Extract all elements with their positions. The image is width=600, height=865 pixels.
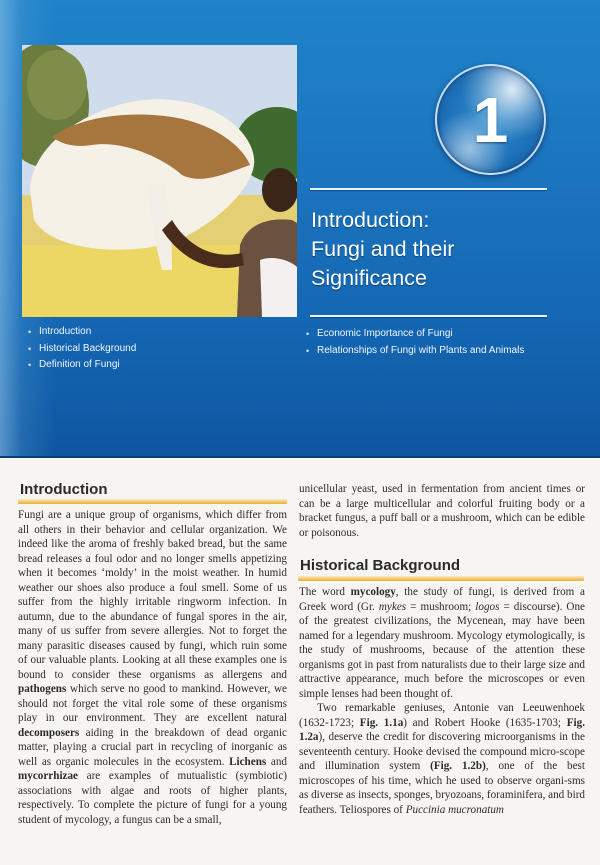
heading-underline (18, 499, 287, 504)
text-run: aiding in the breakdown of dead organic matter, playing a crucial part in recycling of inorganic as well as organic molecules in the ecosystem. (18, 726, 287, 768)
chapter-title-line-2: Fungi and their (311, 237, 455, 261)
title-bottom-divider (310, 315, 547, 317)
figure-reference-1-2b[interactable]: (Fig. 1.2b) (430, 760, 486, 772)
chapter-title-line-1: Introduction: (311, 208, 430, 232)
mushroom-photo-illustration (22, 45, 297, 317)
historical-paragraph-1 (299, 585, 585, 701)
term-lichens: Lichens (229, 755, 267, 768)
text-run: = mushroom; (406, 600, 476, 613)
text-run: Two remarkable geniuses, Antonie van Leeuwenhoek (1632-1723; (299, 702, 585, 729)
term-logos: logos (475, 600, 500, 613)
toc-item-historical-background[interactable]: • Historical Background (26, 341, 136, 358)
chapter-number-badge (435, 64, 546, 175)
term-decomposers: decomposers (18, 726, 80, 739)
historical-paragraph-2 (299, 701, 585, 817)
chapter-title-line-3: Significance (311, 266, 427, 290)
chapter-number: 1 (472, 83, 509, 156)
term-pathogens: pathogens (18, 683, 67, 695)
species-name: Puccinia mucronatum (405, 803, 504, 816)
toc-item-relationships[interactable]: • Relationships of Fungi with Plants and Animals (304, 343, 524, 360)
historical-background-body (299, 585, 585, 817)
text-run: , one of the best microscopes of his time, which he used to observe organi-sms as diverse as insects, sponges, bryozoans, foraminifera, and bird feathers. Teliospores of (299, 760, 585, 816)
text-run: Fungi are a unique group of organisms, which differ from all others in their behavior and cellular organization. We indeed like the aroma of freshly baked bread, but the same bread releases a foul odor and no longer smells appetizing when it becomes ‘moldy’ in the moist weather. In humid weather our shoes also produce a foul smell. Some of us suffer from the highly irritable ringworm infection. In autumn, due to the abundance of fungal spores in the air, many of us suffer from severe allergies. Not to forget the many parasitic diseases caused by fungi, which ruin some of our valuable plants. Looking at all these examples one is bound to consider these organisms as allergens and (18, 509, 287, 681)
chapter-photo (22, 45, 297, 317)
chapter-title (311, 206, 581, 293)
text-run: which serve no good to mankind. However, we should not forget the vital role some of these organisms play in our environment. They are excellent natural (18, 683, 287, 724)
section-heading-introduction: Introduction (20, 481, 108, 498)
term-mycorrhizae: mycorrhizae (18, 770, 79, 782)
term-mykes: mykes (378, 600, 407, 613)
chapter-contents-left (26, 324, 136, 374)
text-run: ) and Robert Hooke (1635-1703; (403, 716, 567, 729)
text-run: , the study of fungi, is derived from a Greek word (Gr. (299, 586, 585, 613)
toc-item-economic-importance[interactable]: • Economic Importance of Fungi (304, 326, 524, 343)
introduction-paragraph (18, 508, 287, 827)
text-run: are examples of mutualistic (symbiotic) associations with algae and roots of higher plants, respectively. To complete the picture of fungi for a young student of mycology, a fungus can be a small, (18, 770, 287, 826)
text-run: = discourse). One of the greatest civilizations, the Mycenean, may have been named for a legendary mushroom. Mycology etymologically, is the study of mushrooms, because of the attention these organisms got in past from naturalists due to their large size and attractive appearance, much before the microscopes or even simple lenses had been thought of. (299, 600, 585, 700)
toc-item-definition-of-fungi[interactable]: • Definition of Fungi (26, 357, 136, 374)
introduction-continued (299, 482, 585, 540)
introduction-paragraph-continued: unicellular yeast, used in fermentation from ancient times or can be a large multicellular and colorful fruiting body or a bracket fungus, a puff ball or a mushroom, which can be edible or poisonous. (299, 483, 585, 539)
text-run: The word (299, 586, 351, 598)
text-run: ), deserve the credit for discovering microorganisms in the seventeenth century. Hooke devised the compound micro-scope and illumination system (299, 731, 585, 772)
chapter-contents-right (304, 326, 524, 359)
figure-reference-1-2a[interactable]: Fig. 1.2a (299, 716, 585, 743)
text-run: and (266, 755, 288, 768)
title-top-divider (310, 188, 547, 190)
heading-underline (298, 576, 584, 581)
figure-reference-1-1a[interactable]: Fig. 1.1a (359, 716, 404, 729)
section-heading-historical-background: Historical Background (300, 557, 461, 574)
term-mycology: mycology (350, 586, 396, 598)
toc-item-introduction[interactable]: • Introduction (26, 324, 136, 341)
introduction-body (18, 508, 287, 827)
